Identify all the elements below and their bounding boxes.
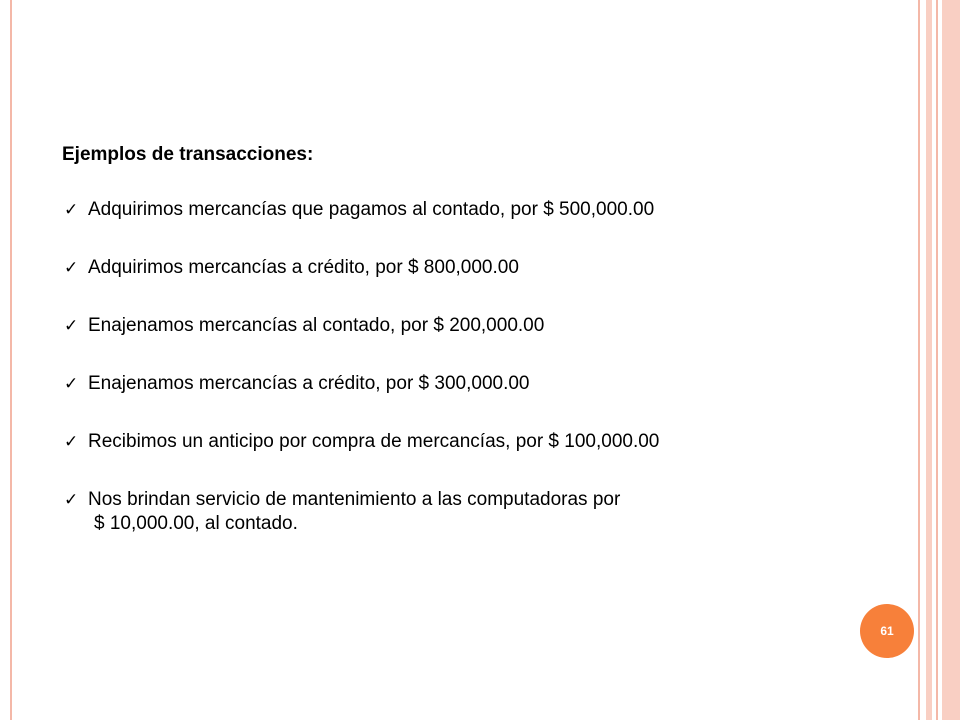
page-number-badge: 61 xyxy=(860,604,914,658)
list-item xyxy=(62,256,882,280)
checkmark-icon: ✓ xyxy=(64,490,79,509)
checkmark-icon: ✓ xyxy=(64,200,79,219)
right-frame-line-2 xyxy=(936,0,938,720)
right-frame-stripe-1 xyxy=(926,0,932,720)
list-item xyxy=(62,314,882,338)
checkmark-icon: ✓ xyxy=(64,374,79,393)
slide-content xyxy=(62,140,882,536)
list-item-text: Enajenamos mercancías al contado, por $ 200,000.00 xyxy=(88,315,545,336)
list-item-text: Enajenamos mercancías a crédito, por $ 300,000.00 xyxy=(88,373,530,394)
right-frame-stripe-2 xyxy=(942,0,960,720)
list-item xyxy=(62,372,882,396)
left-frame-line xyxy=(10,0,12,720)
list-item-text: Nos brindan servicio de mantenimiento a las computadoras por xyxy=(88,489,621,510)
list-item xyxy=(62,488,882,536)
right-frame-line-1 xyxy=(918,0,920,720)
list-item-text: Recibimos un anticipo por compra de mercancías, por $ 100,000.00 xyxy=(88,431,660,452)
list-item-text: Adquirimos mercancías que pagamos al contado, por $ 500,000.00 xyxy=(88,199,655,220)
list-item xyxy=(62,198,882,222)
list-item-text: Adquirimos mercancías a crédito, por $ 800,000.00 xyxy=(88,257,519,278)
slide-heading: Ejemplos de transacciones: xyxy=(62,144,314,165)
transaction-list xyxy=(62,198,882,536)
list-item-continuation: $ 10,000.00, al contado. xyxy=(94,513,298,534)
checkmark-icon: ✓ xyxy=(64,258,79,277)
checkmark-icon: ✓ xyxy=(64,432,79,451)
checkmark-icon: ✓ xyxy=(64,316,79,335)
list-item xyxy=(62,430,882,454)
